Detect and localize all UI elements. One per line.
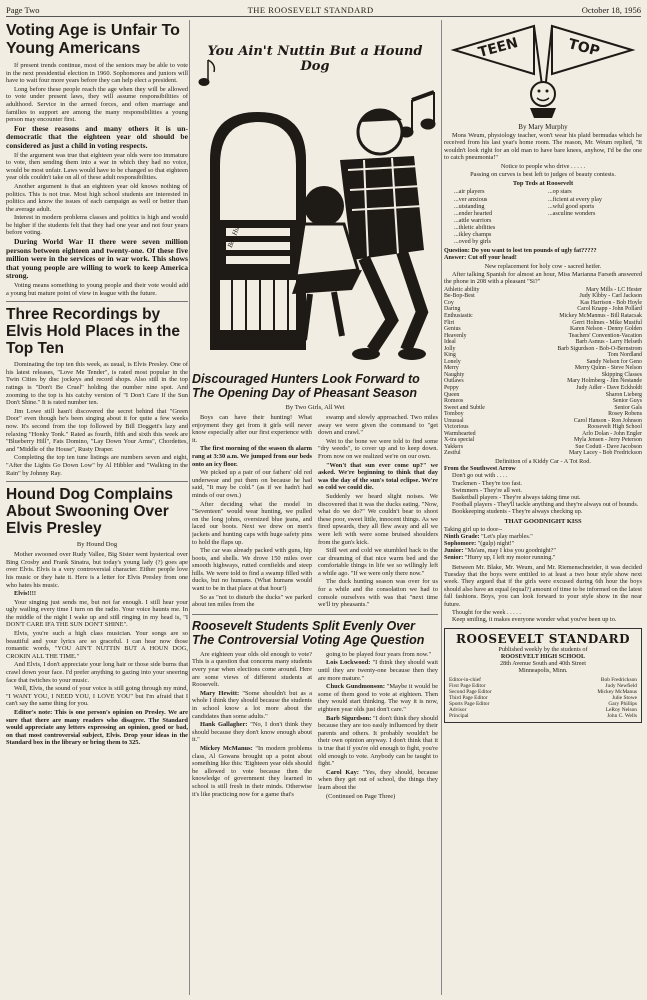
pairs-names: Senior Guys — [612, 398, 642, 405]
speaker-quote: "In modern problems class, Al Gowans brought up a point about something like this: 'Eighteen year olds should be allowed to vote because then the knowledge of government they learned in school is still fresh in their minds. Otherwise it's like practicing now for a game that's — [192, 744, 312, 798]
voting-paragraph: During World War II there were seven million persons between eighteen and twenty-one. Of these five million were in the services or in war work. This shows that young people are willing to work to keep America strong. — [6, 237, 188, 281]
pairs-names: Sharon Lieberg — [605, 391, 642, 398]
split-headline: Roosevelt Students Split Evenly Over The Controversial Voting Age Question — [192, 618, 425, 647]
kiss-grade: Junior: — [444, 547, 464, 555]
hound-dog-byline: By Hound Dog — [76, 541, 118, 549]
pairs-names: Carol Hanson - Ron Johnson — [573, 417, 642, 424]
hunters-paragraph: Suddenly we heard slight noises. We discovered that it was the ducks eating. "Now, what do we do?" We couldn't bear to shoot these poor, sweet little, innocent things. As we fired upwards, they all flew away and all we were left with were some bruised shoulders from the gun's kick. — [318, 492, 438, 546]
kiss-quote: "(gulp) night!" — [477, 540, 515, 548]
elvis-topten-headline: Three Recordings by Elvis Hold Places in the Top Ten — [6, 306, 181, 358]
split-paragraph — [192, 690, 312, 720]
split-body — [192, 651, 438, 801]
hunters-paragraph: Boys can have their hunting! What enjoyment they get from it girls will never know especially after our first experience with it. — [192, 414, 312, 444]
pairs-names: Arlo Dolan - John Engler — [582, 430, 642, 437]
dancing-couple-icon — [292, 110, 426, 360]
split-paragraph — [318, 651, 438, 659]
pairs-category: Heavenly — [444, 332, 467, 339]
staff-name: John C. Wells — [607, 713, 637, 720]
top-teds-row — [444, 224, 642, 231]
voting-headline: Voting Age is Unfair To Young Americans — [6, 22, 180, 57]
pairs-names: Sue Coduti - Dave Jacobson — [575, 443, 642, 450]
pairs-names: Mary Holmberg - Jim Nestande — [567, 378, 642, 385]
pairs-names: Barb Sigurdson - Bob-O-Bernstrom — [557, 345, 642, 352]
cartoon-title: You Ain't Nuttin But a Hound Dog — [207, 44, 423, 74]
staff-name: Julie Stowe — [611, 694, 637, 701]
pairs-category: Queen — [444, 391, 460, 398]
staff-role: Third Page Editor — [449, 694, 488, 701]
voting-paragraph: Long before these people reach the age when they will be allowed to vote under present laws, they will assume responsibilities of adulthood. Service in the armed forces, and often marriage and families to support are among the many responsibilities a young person may encounter first. — [6, 85, 188, 124]
kiss-grade: Ninth Grade: — [444, 532, 480, 540]
pairs-category: Peppy — [444, 385, 459, 392]
split-column-left — [192, 651, 312, 801]
pairs-names: Carol Knapp - John Pollard — [577, 306, 642, 313]
tattler-byline: By Mary Murphy — [518, 123, 568, 131]
top-teds-row — [444, 210, 642, 217]
top-teds-left: ...air players — [454, 188, 485, 196]
staff-name: Mickey McManus — [597, 688, 637, 695]
top-teds-title: Top Teds at Roosevelt — [512, 180, 574, 188]
pennant-left-label: TEEN — [476, 35, 520, 61]
top-teds-left: ...oved by girls — [454, 238, 491, 246]
pairs-names: Merry Quinn - Steve Nelson — [574, 365, 642, 372]
split-paragraph — [318, 683, 438, 713]
pairs-category: Be-Bop-Best — [444, 293, 475, 300]
kiss-grade: Sophomore: — [444, 540, 477, 548]
hound-dog-article — [6, 486, 188, 747]
kiss-quote: "Let's play marbles." — [481, 532, 533, 540]
voting-paragraph: For these reasons and many others it is un-democratic that the eighteen year old should be considered as just a child in voting respects. — [6, 123, 188, 150]
kiss-item — [444, 547, 642, 554]
top-teds-left: ...ender hearted — [454, 209, 493, 217]
arrow-subtitle: Don't go out with . . . . — [452, 472, 508, 480]
passing-line: Passing on curves is best left to judges of beauty contests. — [470, 171, 616, 179]
pairs-names: Judy Adler - Dave Eckholdt — [576, 385, 642, 392]
hunters-paragraph: The first morning of the season th alarm rang at 3:30 a.m. We jumped from our beds onto an icy floor. — [192, 445, 312, 468]
weum-item: Mons Weum, physiology teacher, won't wear his plaid bermudas which he received from his last year's home room. The reason, Mr. Weum replied, "It wouldn't look right for an old man to have bare knees, anyhow, I'd be the one to catch pneumonia!" — [444, 132, 642, 162]
voting-paragraph: Voting means something to young people and their vote would add a young but mature point of view in league with the future. — [6, 282, 188, 297]
style-show-item: Between Mr. Blake, Mr. Weum, and Mr. Riemenschneider, it was decided Tuesday that the boys were entitled to at least a two hour style show next week. They argued that if the girls were excused during 6th hour the boys should also have an equal (equal?) amount of time to be informed on the latest fall fashions. Boys, you can look forward to your style show in the near future. — [444, 563, 642, 608]
pairs-row — [444, 450, 642, 457]
speaker-quote: "Yes, they should, because when they get out of school, the things they learn about the — [318, 768, 438, 791]
publication-line: ROOSEVELT HIGH SCHOOL — [500, 652, 586, 660]
pennants-icon — [444, 20, 642, 120]
kiss-list — [444, 533, 642, 562]
hunters-paragraph: "Won't that sun ever come up?" we asked. We're beginning to think that day was the day of the sun's total eclipse. We're so cold we could die. — [318, 461, 438, 492]
issue-date: October 18, 1956 — [581, 4, 641, 15]
voting-paragraph: Interest in modern problems classes and politics is high and would be higher if the students felt that they had one year and not four years before voting. — [6, 214, 188, 237]
hound-dog-body — [6, 551, 188, 747]
speaker-name: Carol Kay: — [326, 768, 359, 776]
pairs-names: Gerri Holmes - Mike Mustful — [572, 319, 642, 326]
speaker-name: Mary Hewitt: — [200, 689, 240, 697]
pairs-category: Warmhearted — [444, 430, 476, 437]
elvis-topten-paragraph: Dominating the top ten this week, as usual, is Elvis Presley. One of his latest releases, "Love Me Tender", is rated most popular in the Twin Cities by disc jockeys and record shops. Also still in the top ratings is "Don't Be Cruel" holding the number nine spot. And zooming to the top is his catchy version of "I Don't Care If the Sun Don't Shine." It is rated number ten. — [6, 361, 188, 407]
pairs-category: X-tra special — [444, 437, 475, 444]
kiddy-car-line: Definition of a Kiddy Car - A Tot Rod. — [495, 458, 591, 466]
top-teds-row — [444, 217, 642, 224]
staff-role: Second Page Editor — [449, 688, 492, 695]
arrow-title: From the Southwest Arrow — [444, 465, 516, 473]
voting-paragraph: Another argument is that an eighteen year old knows nothing of politics. This is not true. Most high school students are interested in politics and know the issues of each campaign as well or better than the average adult. — [6, 182, 188, 213]
hound-dog-paragraph: And Elvis, I don't appreciate your long hair or those side burns that crawl down your face. I'd prefer anything to gazing into your sneering face that twitches to your music. — [6, 661, 188, 684]
elvis-topten-body — [6, 361, 188, 477]
publication-title: ROOSEVELT STANDARD — [455, 631, 631, 646]
hound-dog-paragraph: Elvis!!!! — [14, 590, 37, 598]
voting-body — [6, 62, 188, 297]
arrow-item: Swimmers - They're all wet. — [452, 486, 522, 494]
speaker-quote: Are eighteen year olds old enough to vote? This is a question that concerns many students every year when elections come around. Here are some views of different students at Roosevelt. — [192, 650, 312, 689]
staff-list — [449, 677, 637, 720]
pairs-category: Lonely — [444, 358, 461, 365]
pairs-category: Zestful — [444, 450, 461, 457]
pairs-category: Genius — [444, 326, 461, 333]
staff-name: Gary Phillips — [608, 700, 637, 707]
pairs-category: Yakkers — [444, 443, 464, 450]
speaker-quote: (Continued on Page Three) — [326, 792, 396, 800]
top-teds-left: ...utstanding — [454, 202, 485, 210]
kiss-item — [444, 540, 642, 547]
column-left — [6, 20, 188, 995]
publication-line: Published weekly by the students of — [498, 645, 588, 653]
pairs-category: Flirt — [444, 319, 455, 326]
divider — [6, 481, 188, 482]
pairs-category: Jolly — [444, 345, 456, 352]
pairs-category: Tomboy — [444, 411, 464, 418]
hunters-paragraph: swamp and slowly approached. Two miles away we were given the command to "get down and crawl." — [318, 414, 438, 437]
hunters-column-right — [318, 414, 438, 610]
pairs-category: Romeos — [444, 398, 464, 405]
pairs-category: Outlaws — [444, 378, 464, 385]
publication-line: 28th Avenue South and 40th Street — [500, 660, 586, 668]
pairs-category: Unusual — [444, 417, 464, 424]
hound-dog-paragraph: Mother swooned over Rudy Vallee, Big Sister went hysterical over Bing Crosby and Frank Sinatra, but today's young lady (?) goes ape over Elvis. Elvis is a very controversial character. Either people love his music or they hate it. Here is a letter for Elvis Presley from one who hates his music. — [6, 551, 188, 589]
top-teds-right: ...asculine wonders — [548, 209, 596, 217]
split-paragraph — [318, 793, 438, 801]
pairs-names: Skipping Classes — [601, 371, 642, 378]
column-rule — [441, 20, 442, 995]
speaker-quote: "No, I don't think they should because they don't know enough about it." — [192, 721, 312, 744]
top-teds-row — [444, 238, 642, 245]
elvis-topten-paragraph: Jim Lowe still hasn't discovered the secret behind that "Green Door" even though he's been singing about it for quite a few weeks now. It's second from the top followed by Bill Doggett's lazy and relaxing "Honky Tonk." Rated as fourth, fifth and sixth this week are "Blueberry Hill", Fats Domino, "Lay Down Your Arms", Chordettes, and "Middle of the House", Rusty Draper. — [6, 407, 188, 453]
split-paragraph — [318, 769, 438, 792]
staff-role: First Page Editor — [449, 682, 486, 689]
spanish-item: After talking Spanish for almost an hour, Miss Marianna Farseth answered the phone in 208 with a pleasant "Si?" — [444, 271, 642, 286]
voting-age-article — [6, 22, 188, 297]
split-paragraph — [192, 651, 312, 689]
top-teds-row — [444, 203, 642, 210]
pairs-category: Enthusiastic — [444, 313, 473, 319]
hound-dog-headline: Hound Dog Complains About Swooning Over Elvis Presley — [6, 486, 174, 538]
page-number: Page Two — [6, 4, 40, 15]
top-teds-row — [444, 188, 642, 195]
pairs-category: King — [444, 352, 456, 359]
kiss-quote: "Hurry up, I left my motor running." — [464, 554, 556, 562]
top-teds-left: ...ikley champs — [454, 231, 492, 238]
pairs-category: Ideal — [444, 339, 456, 346]
elvis-topten-article — [6, 306, 188, 477]
pairs-names: Mary Mills - LC Hester — [586, 286, 642, 293]
pairs-category: Daring — [444, 306, 461, 313]
question-line: Question: Do you want to lost ten pounds of ugly fat????? — [444, 247, 597, 255]
pairs-names: Mickey McMannus - Bill Ratacsak — [559, 313, 642, 319]
split-paragraph — [192, 721, 312, 744]
staff-name: LeRoy Nelson — [605, 707, 637, 713]
column-middle — [192, 20, 438, 995]
thought-line: Thought for the week . . . . . — [452, 609, 521, 617]
pairs-names: Barb Asmus - Larry Helseth — [575, 339, 642, 346]
cartoon-signature: Bob Huff — [226, 222, 243, 249]
split-column-right — [318, 651, 438, 801]
publication-line: Minneapolis, Minn. — [518, 667, 568, 675]
hound-dog-paragraph: Elvis, you're such a high class musician. Your songs are so beautiful and your lyrics are so graceful. I can hear now those romantic words, "YOU AIN'T NUTTIN BUT A HOUN DOG, CROKIN ALL THE TIME." — [6, 630, 188, 660]
kiss-item — [444, 554, 642, 561]
top-teds-right: ...ficient at every play — [548, 195, 602, 203]
elvis-topten-paragraph: Completing the top ten tune listings are numbers seven and eight, "After the Lights Go Down Low" by Al Hibbler and "Walking in the Rain" by Johnny Ray. — [6, 454, 188, 477]
speaker-quote: "Maybe it would be some of them good to vote at eighteen. Then they would start thinking. The way it is now, eighteen year olds just don't care." — [318, 683, 438, 713]
top-teds-left: ...attle warriors — [454, 216, 492, 224]
pairs-names: Sandy Nelson for Geno — [586, 358, 642, 365]
top-teds-row — [444, 231, 642, 238]
arrow-item: Trackmen - They're too fast. — [452, 479, 523, 487]
pairs-names: Kas Harrison - Bob Hoyle — [580, 299, 642, 306]
hunters-paragraph: We picked up a pair of our fathers' old red underwear and put them on because he had said, "It may be cold." (as if we hadn't had minds of our own.) — [192, 469, 312, 499]
paper-name: THE ROOSEVELT STANDARD — [247, 4, 374, 15]
split-article — [192, 619, 438, 801]
hunters-paragraph: The duck hunting season was over for us for a while and the consolation we had to console ourselves with was that "next time we'll try pheasants." — [318, 578, 438, 609]
staff-name: Judy Newfield — [605, 682, 637, 689]
pairs-names: Teachers' Convention-Vacation — [568, 332, 642, 339]
teen-top-logo — [444, 20, 642, 132]
answer-line: Answer: Cut off your head! — [444, 254, 517, 262]
pairs-names: Tom Nordland — [607, 352, 642, 359]
publication-box — [444, 628, 642, 723]
column-rule — [189, 20, 190, 995]
speaker-name: Barb Sigurdson: — [326, 714, 372, 722]
heifer-line: New replacement for holy cow - sacred heifer. — [484, 262, 602, 270]
kiss-grade: Senior: — [444, 554, 464, 562]
hunters-paragraph: The car was already packed with guns, hip boots, and shells. We drove 150 miles over smooth highways, rutted cornfields and steep hills. We were told to find a swamp filled with ducks, but no humans. (What humans would want to be in that place at that hour!) — [192, 547, 312, 593]
pairs-category: Victorious — [444, 424, 469, 431]
pairs-names: Karen Nelson - Denny Golden — [570, 326, 642, 333]
voting-paragraph: If present trends continue, most of the seniors may be able to vote in the next presidential election in 1960. Sophomores and juniors will have to wait four more years before they can help elect a president. — [6, 62, 188, 85]
smiling-line: Keep smiling, it makes everyone wonder what you've been up to. — [452, 616, 617, 624]
jukebox-icon — [210, 112, 306, 350]
speaker-quote: going to be played four years from now." — [326, 650, 432, 658]
top-teds-left: ...ver anxious — [454, 195, 488, 203]
kiss-item — [444, 533, 642, 540]
divider — [192, 614, 438, 615]
arrow-list — [444, 480, 642, 516]
hound-dog-cartoon — [192, 20, 438, 370]
speaker-name: Mickey McManus: — [200, 744, 253, 752]
divider — [6, 301, 188, 302]
hunters-paragraph: Still wet and cold we stumbled back to the car dreaming of that nice warm bed and the comfortable things in life we so willingly left a while ago. "If we were only there now." — [318, 547, 438, 577]
pairs-category: Athletic ability — [444, 286, 480, 293]
arrow-item: Basketball players - They're always taking time out. — [452, 494, 581, 502]
notice-line: Notice to people who drive . . . . . — [500, 162, 586, 170]
hound-dog-paragraph: Your singing just sends me, but not far enough. I still hear your ugly wailing every time I turn on the radio. Your voice haunts me. In the middle of the night I wake up and still ringing in my head is, "I DON'T CARE IFA THE SUN DON'T SHINE". — [6, 598, 188, 629]
alphabet-pairs-table — [444, 287, 642, 457]
pairs-names: Myla Jensen - Jerry Peterson — [573, 437, 642, 444]
kiss-intro: Taking girl up to door-- — [444, 525, 503, 533]
hunters-article — [192, 372, 438, 610]
pairs-category: Merry — [444, 365, 459, 372]
pairs-category: Naughty — [444, 371, 465, 378]
column-right — [444, 20, 642, 995]
staff-role: Sports Page Editor — [449, 700, 490, 707]
speaker-name: Lois Lockwood: — [326, 659, 371, 667]
pairs-names: Mary Lacey - Bob Fredrickson — [569, 450, 642, 457]
hunters-paragraph: After deciding what the model in "Seventeen" would wear hunting, we pulled on the long johns, oversized blue jeans, and laced our boots. Next we drew on men's jackets and hunting caps with huge safety pins to hold the flaps up. — [192, 500, 312, 546]
pairs-category: Sweet and Subtle — [444, 404, 485, 411]
speaker-quote: "Some shouldn't but as a whole I think they should because the students in school know a lot more about the candidates than some adults." — [192, 689, 312, 720]
hunters-paragraph: So as "not to disturb the ducks" we parked about ten miles from the — [192, 593, 312, 609]
pairs-names: Rosey Robens — [608, 411, 642, 418]
split-paragraph — [192, 745, 312, 798]
pennant-right-label: TOP — [566, 36, 602, 60]
hunters-headline: Discouraged Hunters Look Forward to The Opening Day of Pheasant Season — [192, 372, 420, 400]
kiss-quote: "Ma'am, may I kiss you goodnight?" — [465, 547, 556, 555]
arrow-item: Football players - They'll tackle anything and they're always out of bounds. — [452, 501, 639, 509]
top-teds-list — [444, 188, 642, 245]
pairs-category: Coy — [444, 299, 454, 306]
speaker-quote: "I think they should wait until they are twenty-one because then they are more mature." — [318, 659, 438, 682]
voting-paragraph: If the argument was true that eighteen year olds were too immature to vote, then sending them into a war in which they had no voice, would be most unfair. Laws would have to be changed so that eighteen year olds couldn't take on all of these adult responsibilities. — [6, 151, 188, 182]
split-paragraph — [318, 715, 438, 768]
speaker-name: Hank Gallagher: — [200, 721, 248, 729]
top-teds-right: ...op stars — [548, 188, 572, 196]
hunters-body — [192, 414, 438, 610]
pairs-names: Roosevelt High School — [587, 424, 642, 431]
kiss-title: THAT GOODNIGHT KISS — [504, 517, 582, 525]
hunters-byline: By Two Girls, All Wet — [285, 404, 345, 411]
staff-role: Advisor — [449, 707, 467, 713]
top-teds-row — [444, 196, 642, 203]
hound-dog-paragraph: Well, Elvis, the sound of your voice is still going through my mind, "I WANT YOU, I NEED YOU, I LOVE YOU" but I'm afraid that I can't say the same thing for you. — [6, 685, 188, 708]
hunters-paragraph: Wet to the bone we were told to find some "dry weeds", to cover up and to keep down. From now on we realized we're on our own. — [318, 437, 438, 460]
speaker-quote: "I don't think they should because they are too easily influenced by their parents and others. It probably wouldn't be their own opinion anyway. I don't think that it is true that if you're old enough to fight, you're old enough to vote. Anybody can be taught to fight." — [318, 714, 438, 768]
staff-row — [449, 713, 637, 719]
top-teds-right: ...wful good sports — [548, 202, 595, 210]
hound-dog-paragraph: Editor's note: This is one person's opinion on Presley. We are sure that there are many readers who disagree. The Standard would appreciate any letters expressing an opinion, good or bad, on that most controversial subject, Elvis. Drop your ideas in the Standard box in the library or bring them to 325. — [6, 709, 188, 747]
pairs-names: Judy Kibby - Carl Jackson — [579, 293, 642, 300]
speaker-name: Chuck Gundmonson: — [326, 683, 385, 691]
hunters-column-left — [192, 414, 312, 610]
split-paragraph — [318, 659, 438, 682]
top-teds-left: ...thletic abilities — [454, 223, 496, 231]
arrow-item: Bookkeeping students - They're always checking up. — [452, 508, 583, 516]
staff-role: Editor-in-chief — [449, 676, 481, 683]
staff-role: Principal — [449, 713, 469, 720]
page-masthead — [6, 3, 641, 17]
publication-info — [449, 646, 637, 675]
staff-name: Bob Fredrickson — [600, 676, 637, 683]
pairs-names: Senior Gals — [614, 404, 642, 411]
